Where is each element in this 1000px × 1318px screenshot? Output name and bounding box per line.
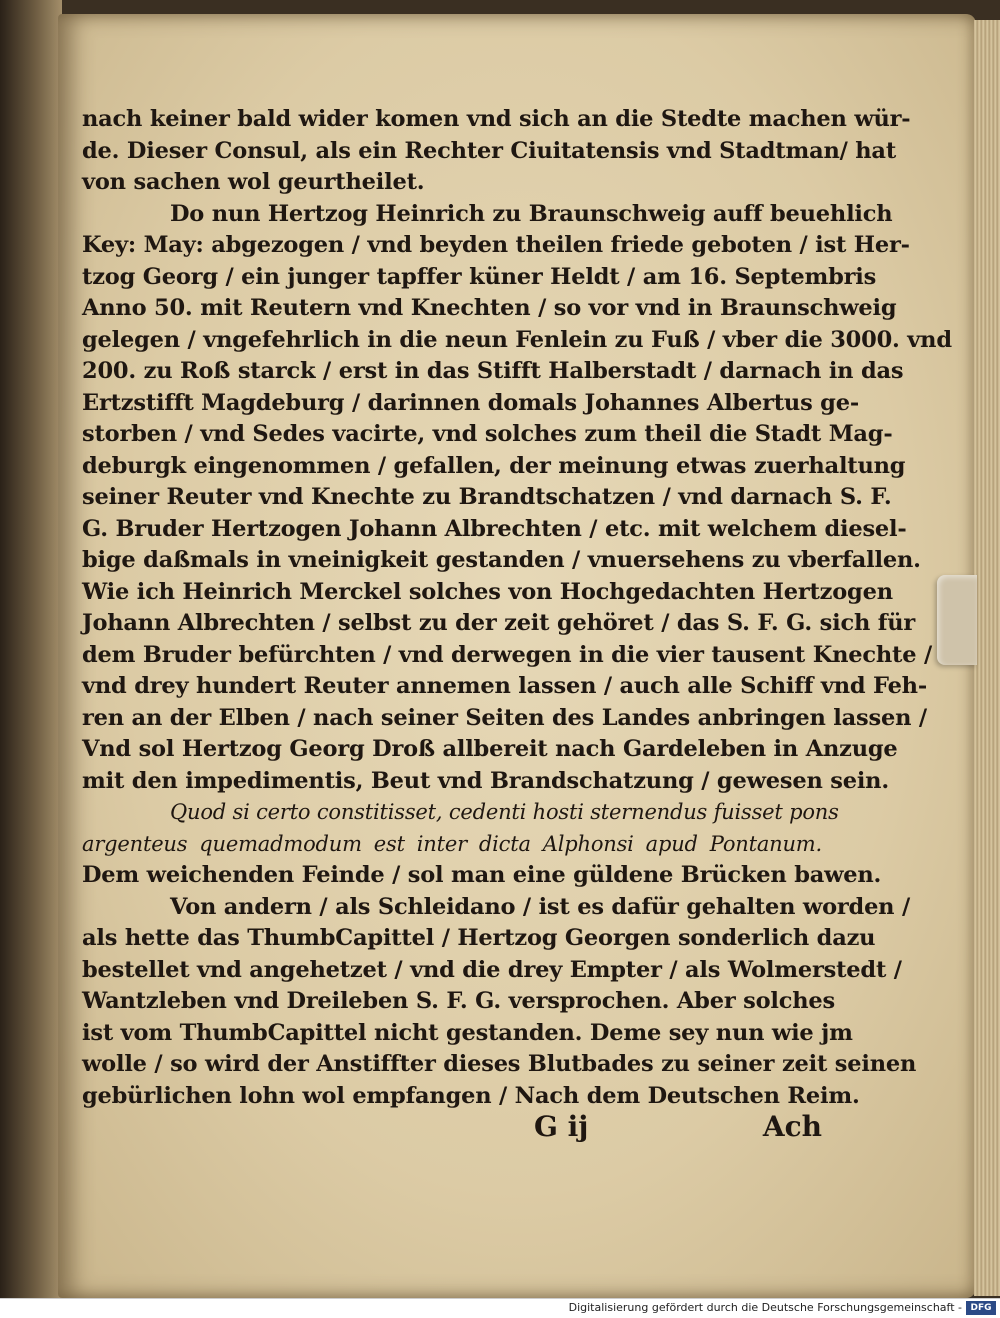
page-edges [974,20,1000,1296]
text-line: gelegen / vngefehrlich in die neun Fenlein zu Fuß / vber die 3000. vnd [82,326,952,353]
dfg-logo: DFG [966,1301,996,1315]
funding-credit: Digitalisierung gefördert durch die Deutsche Forschungsgemeinschaft - [568,1301,962,1314]
page-body-text [82,104,952,1112]
text-line: Ertzstifft Magdeburg / darinnen domals Johannes Albertus ge- [82,389,859,416]
text-line: Anno 50. mit Reutern vnd Knechten / so vor vnd in Braunschweig [82,295,897,321]
text-line: wolle / so wird der Anstiffter dieses Blutbades zu seiner zeit seinen [82,1051,917,1077]
signature-mark: G ij [534,1110,589,1143]
text-line: deburgk eingenommen / gefallen, der meinung etwas zuerhaltung [82,452,906,479]
text-line: dem Bruder befürchten / vnd derwegen in die vier tausent Knechte / [82,641,932,668]
text-line: seiner Reuter vnd Knechte zu Brandtschatzen / vnd darnach S. F. [82,484,892,510]
text-line: nach keiner bald wider komen vnd sich an die Stedte machen wür- [82,106,911,132]
text-line: ist vom ThumbCapittel nicht gestanden. Deme sey nun wie jm [82,1019,853,1046]
text-line: Do nun Hertzog Heinrich zu Braunschweig auff beuehlich [170,200,893,227]
text-line: mit den impedimentis, Beut vnd Brandschatzung / gewesen sein. [82,767,889,794]
text-line: storben / vnd Sedes vacirte, vnd solches zum theil die Stadt Mag- [82,421,893,447]
text-line: Vnd sol Hertzog Georg Droß allbereit nach Gardeleben in Anzuge [82,736,898,762]
text-line: tzog Georg / ein junger tapffer küner Heldt / am 16. Septembris [82,263,877,290]
text-line: 200. zu Roß starck / erst in das Stifft Halberstadt / darnach in das [82,358,904,384]
text-line: von sachen wol geurtheilet. [82,169,425,195]
text-line: Wie ich Heinrich Merckel solches von Hochgedachten Hertzogen [82,578,893,605]
text-line: bestellet vnd angehetzet / vnd die drey Empter / als Wolmerstedt / [82,956,902,983]
page-tab-marker [937,575,977,665]
text-line: Quod si certo constitisset, cedenti hosti sternendus fuisset pons [170,800,839,824]
text-line: gebürlichen lohn wol empfangen / Nach dem Deutschen Reim. [82,1082,860,1109]
text-line: Von andern / als Schleidano / ist es dafür gehalten worden / [170,893,910,920]
text-line: Dem weichenden Feinde / sol man eine güldene Brücken bawen. [82,862,882,888]
catchword: Ach [762,1110,822,1143]
text-line: Johann Albrechten / selbst zu der zeit gehöret / das S. F. G. sich für [82,610,916,636]
text-line: argenteus quemadmodum est inter dicta Alphonsi apud Pontanum. [82,831,822,856]
text-line: G. Bruder Hertzogen Johann Albrechten / etc. mit welchem diesel- [82,515,907,542]
text-line: Key: May: abgezogen / vnd beyden theilen friede geboten / ist Her- [82,232,910,258]
text-line: bige daßmals in vneinigkeit gestanden / vnuersehens zu vberfallen. [82,547,921,573]
text-line: Wantzleben vnd Dreileben S. F. G. versprochen. Aber solches [82,988,835,1014]
text-line: als hette das ThumbCapittel / Hertzog Georgen sonderlich dazu [82,925,876,951]
text-line: vnd drey hundert Reuter annemen lassen / auch alle Schiff vnd Feh- [82,673,927,699]
text-line: de. Dieser Consul, als ein Rechter Ciuitatensis vnd Stadtman/ hat [82,137,897,164]
text-line: ren an der Elben / nach seiner Seiten des Landes anbringen lassen / [82,704,927,731]
credit-bar [0,1298,1000,1318]
page-footer [82,1110,822,1150]
book-spine [0,0,62,1300]
